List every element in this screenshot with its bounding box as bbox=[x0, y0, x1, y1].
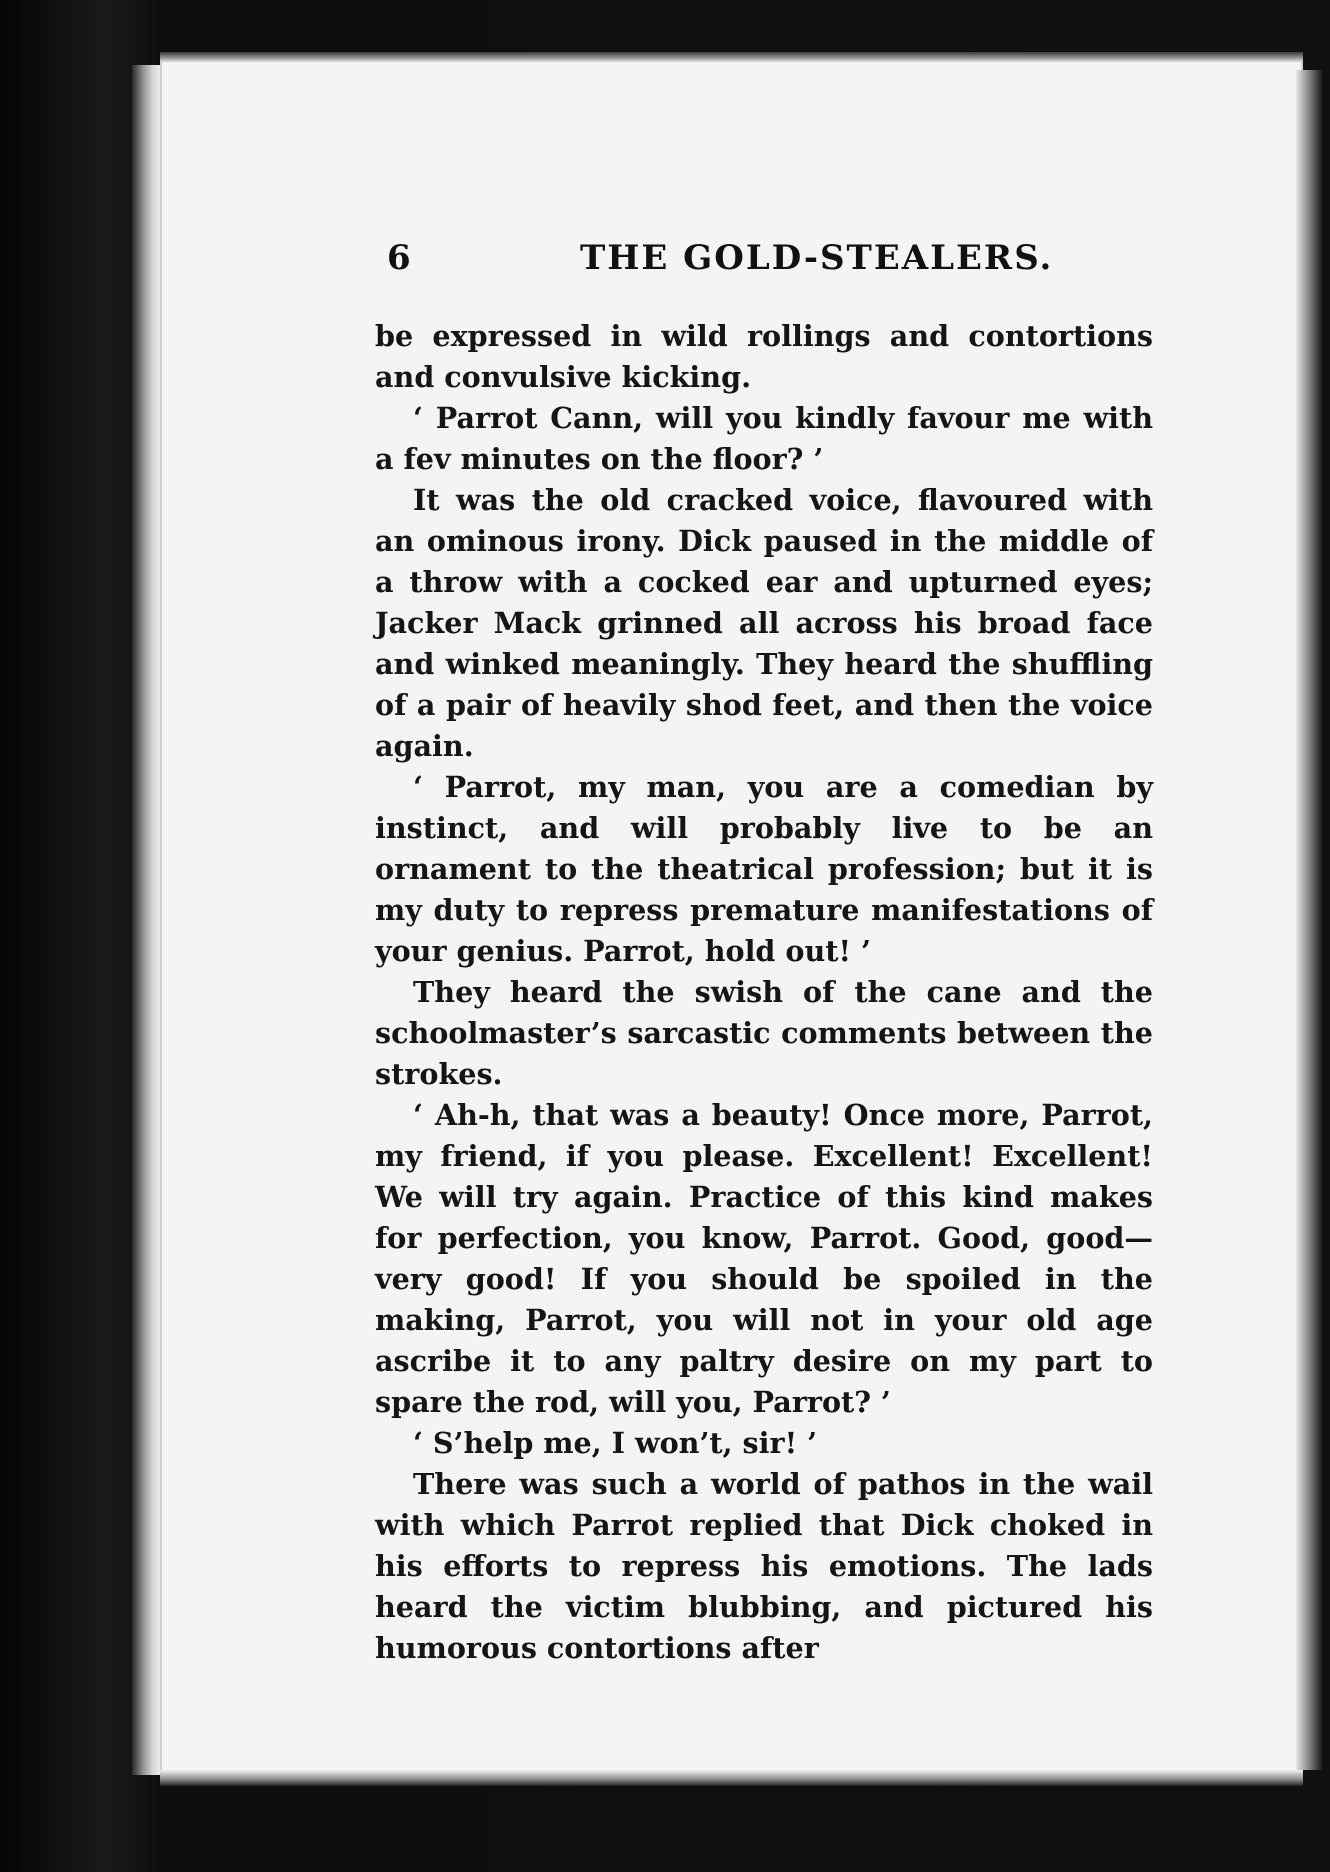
paragraph: ‘ Parrot, my man, you are a comedian by instinct, and will probably live to be an ornament to the theatrical profession; but it is my duty to repress premature manifestations of your genius. Parrot, hold out! ’ bbox=[375, 770, 1153, 968]
page-edge-bottom bbox=[160, 1770, 1303, 1786]
paragraph: They heard the swish of the cane and the schoolmaster’s sarcastic comments between the strokes. bbox=[375, 975, 1153, 1091]
page-edge-right bbox=[1296, 70, 1322, 1770]
running-head: THE GOLD-STEALERS. bbox=[580, 238, 1054, 278]
paragraph: ‘ S’help me, I won’t, sir! ’ bbox=[413, 1426, 818, 1460]
page-header bbox=[375, 238, 1153, 288]
paragraph: There was such a world of pathos in the wail with which Parrot replied that Dick choked in his efforts to repress his emotions. The lads heard the victim blubbing, and pictured his humorous contortions after bbox=[375, 1467, 1153, 1665]
page-edge-left bbox=[132, 65, 162, 1775]
paragraph: ‘ Parrot Cann, will you kindly favour me with a fev minutes on the floor? ’ bbox=[375, 401, 1153, 476]
paragraph: be expressed in wild rollings and contortions and convulsive kicking. bbox=[375, 319, 1153, 394]
paragraph: It was the old cracked voice, flavoured with an ominous irony. Dick paused in the middle of a throw with a cocked ear and upturned eyes; Jacker Mack grinned all across his broad face and winked meaningly. They heard the shuffling of a pair of heavily shod feet, and then the voice again. bbox=[375, 483, 1153, 763]
page-text-block bbox=[375, 238, 1153, 1669]
page-number: 6 bbox=[387, 238, 411, 278]
paragraph: ‘ Ah-h, that was a beauty! Once more, Parrot, my friend, if you please. Excellent! Excellent! We will try again. Practice of this kind makes for perfection, you know, Parrot. Good, good—very good! If you should be spoiled in the making, Parrot, you will not in your old age ascribe it to any paltry desire on my part to spare the rod, will you, Parrot? ’ bbox=[375, 1098, 1153, 1419]
